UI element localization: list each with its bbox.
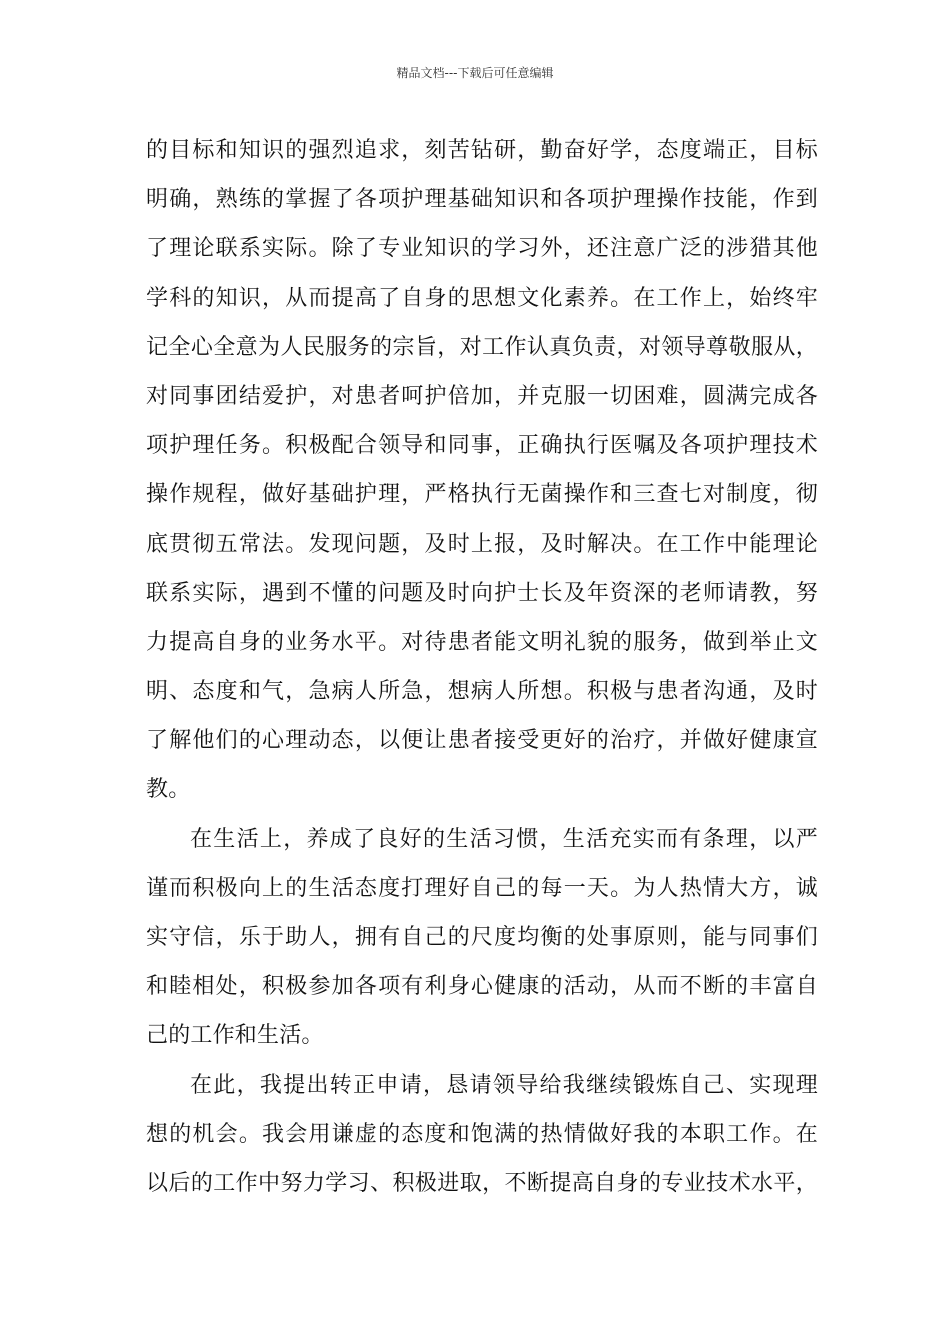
text-line: 教。 [146, 777, 191, 803]
text-line: 了理论联系实际。除了专业知识的学习外，还注意广泛的涉猎其他 [146, 236, 818, 262]
text-line: 的目标和知识的强烈追求，刻苦钻研，勤奋好学，态度端正，目标 [146, 138, 818, 163]
text-line: 对同事团结爱护，对患者呵护倍加，并克服一切困难，圆满完成各 [146, 383, 818, 409]
text-line: 和睦相处，积极参加各项有利身心健康的活动，从而不断的丰富自 [146, 974, 818, 1000]
text-line: 底贯彻五常法。发现问题，及时上报，及时解决。在工作中能理论 [146, 531, 818, 557]
text-line: 谨而积极向上的生活态度打理好自己的每一天。为人热情大方，诚 [146, 875, 818, 901]
text-line: 明、态度和气，急病人所急，想病人所想。积极与患者沟通，及时 [146, 679, 818, 705]
page-header: 精品文档---下载后可任意编辑 [396, 66, 554, 80]
paragraph-start-line: 在生活上，养成了良好的生活习惯，生活充实而有条理，以严 [190, 826, 818, 852]
paragraph-start-line: 在此，我提出转正申请，恳请领导给我继续锻炼自己、实现理 [190, 1072, 818, 1098]
text-line: 学科的知识，从而提高了自身的思想文化素养。在工作上，始终牢 [146, 285, 818, 311]
text-line: 操作规程，做好基础护理，严格执行无菌操作和三查七对制度，彻 [146, 482, 818, 508]
document-body [146, 126, 818, 1208]
text-line: 项护理任务。积极配合领导和同事，正确执行医嘱及各项护理技术 [146, 433, 818, 459]
text-line: 记全心全意为人民服务的宗旨，对工作认真负责，对领导尊敬服从， [146, 334, 818, 360]
text-line: 以后的工作中努力学习、积极进取，不断提高自身的专业技术水平， [146, 1170, 818, 1196]
text-line: 力提高自身的业务水平。对待患者能文明礼貌的服务，做到举止文 [146, 629, 818, 655]
text-line: 明确，熟练的掌握了各项护理基础知识和各项护理操作技能，作到 [146, 187, 818, 213]
text-line: 实守信，乐于助人，拥有自己的尺度均衡的处事原则，能与同事们 [146, 925, 818, 950]
text-line: 了解他们的心理动态，以便让患者接受更好的治疗，并做好健康宣 [146, 728, 818, 754]
text-line: 己的工作和生活。 [146, 1023, 324, 1049]
text-line: 联系实际，遇到不懂的问题及时向护士长及年资深的老师请教，努 [146, 580, 818, 606]
text-line: 想的机会。我会用谦虚的态度和饱满的热情做好我的本职工作。在 [146, 1121, 818, 1147]
